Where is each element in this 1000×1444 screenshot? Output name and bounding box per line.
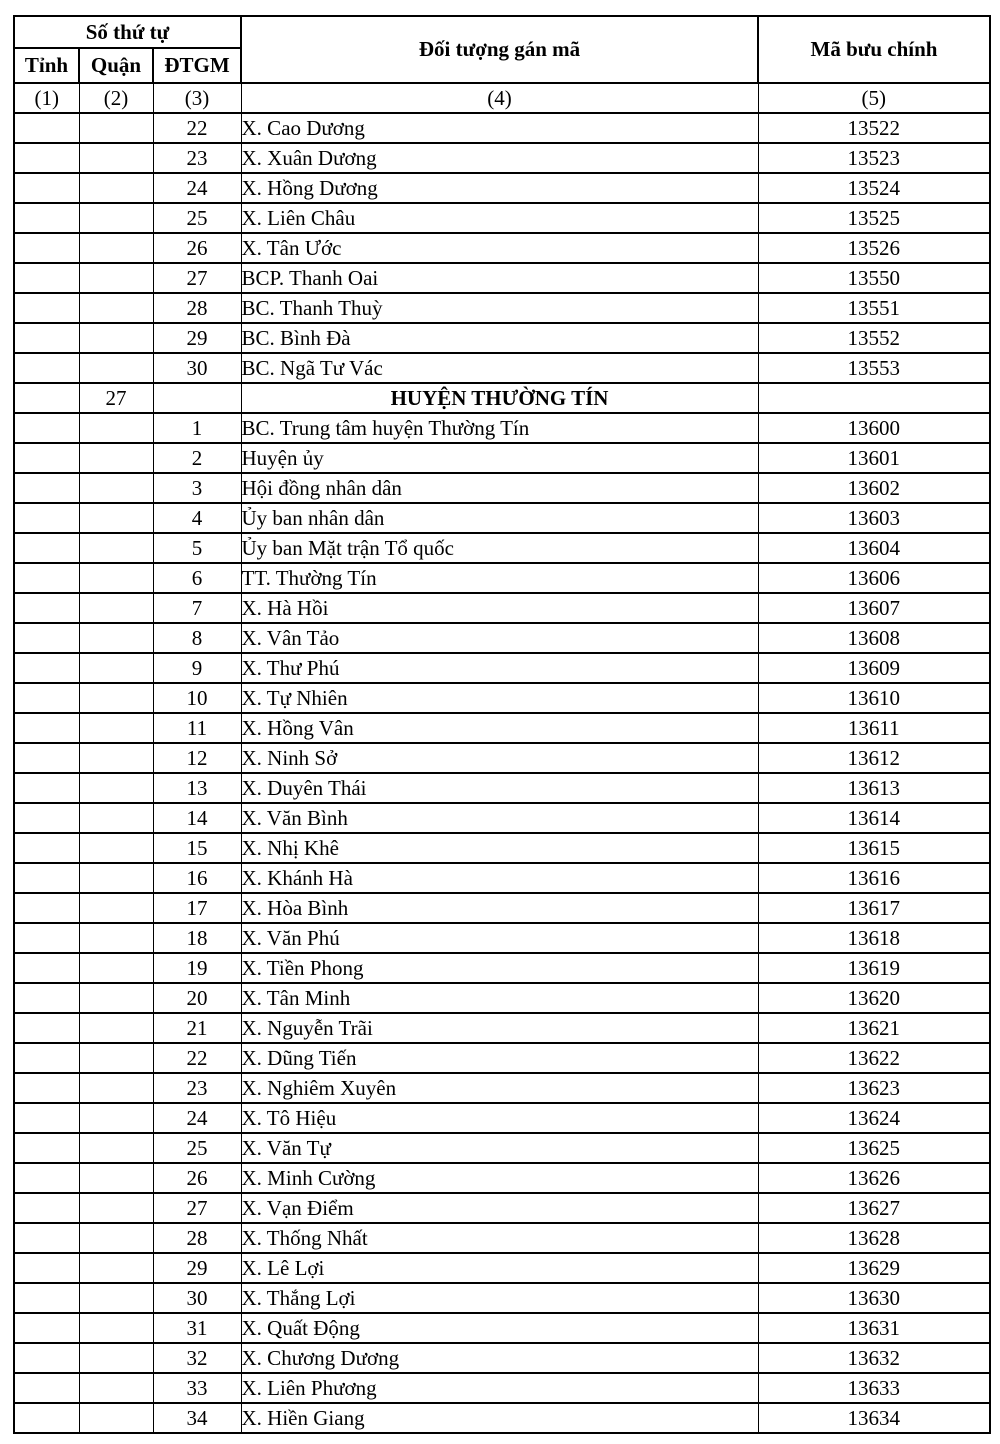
row-postal-code: 13612 — [758, 743, 990, 773]
row-postal-code: 13550 — [758, 263, 990, 293]
postal-code-table — [13, 15, 991, 1434]
table-row — [14, 1373, 990, 1403]
table-row — [14, 653, 990, 683]
row-number: 33 — [153, 1373, 241, 1403]
table-row — [14, 1253, 990, 1283]
table-row — [14, 1403, 990, 1433]
row-object-name: BC. Ngã Tư Vác — [241, 353, 758, 383]
row-postal-code: 13627 — [758, 1193, 990, 1223]
row-postal-code: 13606 — [758, 563, 990, 593]
row-object-name: X. Liên Phương — [241, 1373, 758, 1403]
row-number: 25 — [153, 1133, 241, 1163]
row-object-name: X. Tự Nhiên — [241, 683, 758, 713]
row-number: 27 — [153, 1193, 241, 1223]
row-postal-code: 13603 — [758, 503, 990, 533]
table-row — [14, 803, 990, 833]
table-row — [14, 1133, 990, 1163]
table-row — [14, 1313, 990, 1343]
row-postal-code: 13634 — [758, 1403, 990, 1433]
row-object-name: X. Văn Bình — [241, 803, 758, 833]
header-dtgm: ĐTGM — [153, 48, 241, 83]
row-object-name: X. Xuân Dương — [241, 143, 758, 173]
table-row — [14, 533, 990, 563]
header-tinh: Tỉnh — [14, 48, 79, 83]
row-number: 28 — [153, 293, 241, 323]
table-row — [14, 1163, 990, 1193]
row-object-name: X. Thư Phú — [241, 653, 758, 683]
table-row — [14, 203, 990, 233]
row-number: 17 — [153, 893, 241, 923]
row-object-name: Huyện ủy — [241, 443, 758, 473]
row-postal-code: 13610 — [758, 683, 990, 713]
row-object-name: X. Hà Hồi — [241, 593, 758, 623]
row-object-name: BC. Bình Đà — [241, 323, 758, 353]
index-4: (4) — [241, 83, 758, 113]
district-number: 27 — [79, 383, 153, 413]
row-postal-code: 13621 — [758, 1013, 990, 1043]
row-object-name: X. Khánh Hà — [241, 863, 758, 893]
row-postal-code: 13615 — [758, 833, 990, 863]
row-object-name: BCP. Thanh Oai — [241, 263, 758, 293]
row-object-name: X. Tiền Phong — [241, 953, 758, 983]
row-postal-code: 13609 — [758, 653, 990, 683]
row-object-name: X. Hồng Dương — [241, 173, 758, 203]
row-object-name: X. Liên Châu — [241, 203, 758, 233]
row-postal-code: 13625 — [758, 1133, 990, 1163]
row-number: 25 — [153, 203, 241, 233]
row-number: 28 — [153, 1223, 241, 1253]
row-object-name: X. Tân Minh — [241, 983, 758, 1013]
table-row — [14, 743, 990, 773]
row-postal-code: 13552 — [758, 323, 990, 353]
table-row — [14, 1343, 990, 1373]
table-row — [14, 773, 990, 803]
row-postal-code: 13628 — [758, 1223, 990, 1253]
row-number: 6 — [153, 563, 241, 593]
row-number: 21 — [153, 1013, 241, 1043]
row-postal-code: 13602 — [758, 473, 990, 503]
table-row — [14, 1193, 990, 1223]
row-postal-code: 13613 — [758, 773, 990, 803]
table-row — [14, 683, 990, 713]
index-5: (5) — [758, 83, 990, 113]
row-number: 32 — [153, 1343, 241, 1373]
row-number: 23 — [153, 1073, 241, 1103]
row-object-name: X. Nhị Khê — [241, 833, 758, 863]
row-postal-code: 13617 — [758, 893, 990, 923]
row-number: 27 — [153, 263, 241, 293]
table-row — [14, 923, 990, 953]
row-postal-code: 13611 — [758, 713, 990, 743]
row-number: 24 — [153, 1103, 241, 1133]
row-object-name: X. Tân Ước — [241, 233, 758, 263]
row-object-name: X. Duyên Thái — [241, 773, 758, 803]
table-row — [14, 173, 990, 203]
row-object-name: X. Chương Dương — [241, 1343, 758, 1373]
table-row — [14, 323, 990, 353]
table-row — [14, 473, 990, 503]
table-body — [14, 113, 990, 1433]
row-object-name: X. Văn Tự — [241, 1133, 758, 1163]
table-row — [14, 1043, 990, 1073]
header-quan: Quận — [79, 48, 153, 83]
index-1: (1) — [14, 83, 79, 113]
header-object: Đối tượng gán mã — [241, 16, 758, 83]
table-row — [14, 1073, 990, 1103]
row-number: 19 — [153, 953, 241, 983]
table-row — [14, 353, 990, 383]
row-number: 11 — [153, 713, 241, 743]
row-number: 29 — [153, 1253, 241, 1283]
row-object-name: Hội đồng nhân dân — [241, 473, 758, 503]
row-number: 12 — [153, 743, 241, 773]
row-postal-code: 13551 — [758, 293, 990, 323]
table-row — [14, 623, 990, 653]
row-postal-code: 13525 — [758, 203, 990, 233]
row-number: 22 — [153, 113, 241, 143]
row-number: 2 — [153, 443, 241, 473]
row-number: 3 — [153, 473, 241, 503]
row-object-name: X. Quất Động — [241, 1313, 758, 1343]
table-row — [14, 113, 990, 143]
row-postal-code: 13608 — [758, 623, 990, 653]
row-object-name: X. Vạn Điểm — [241, 1193, 758, 1223]
row-postal-code: 13616 — [758, 863, 990, 893]
row-object-name: X. Minh Cường — [241, 1163, 758, 1193]
row-object-name: X. Nghiêm Xuyên — [241, 1073, 758, 1103]
row-postal-code: 13622 — [758, 1043, 990, 1073]
header-group-ordinal: Số thứ tự — [14, 16, 241, 48]
row-object-name: X. Dũng Tiến — [241, 1043, 758, 1073]
row-postal-code: 13630 — [758, 1283, 990, 1313]
row-object-name: X. Cao Dương — [241, 113, 758, 143]
table-row — [14, 1283, 990, 1313]
row-number: 10 — [153, 683, 241, 713]
row-object-name: Ủy ban nhân dân — [241, 503, 758, 533]
row-postal-code: 13553 — [758, 353, 990, 383]
row-number: 29 — [153, 323, 241, 353]
table-row — [14, 503, 990, 533]
table-row — [14, 833, 990, 863]
row-postal-code: 13600 — [758, 413, 990, 443]
row-number: 24 — [153, 173, 241, 203]
row-object-name: Ủy ban Mặt trận Tổ quốc — [241, 533, 758, 563]
row-number: 8 — [153, 623, 241, 653]
row-object-name: X. Thắng Lợi — [241, 1283, 758, 1313]
table-row — [14, 893, 990, 923]
table-row — [14, 293, 990, 323]
table-row — [14, 593, 990, 623]
row-number: 30 — [153, 1283, 241, 1313]
index-3: (3) — [153, 83, 241, 113]
row-number: 26 — [153, 1163, 241, 1193]
row-postal-code: 13523 — [758, 143, 990, 173]
table-row — [14, 983, 990, 1013]
row-object-name: X. Hiền Giang — [241, 1403, 758, 1433]
district-section-row — [14, 383, 990, 413]
header-index-row — [14, 83, 990, 113]
index-2: (2) — [79, 83, 153, 113]
table-row — [14, 413, 990, 443]
table-row — [14, 863, 990, 893]
row-postal-code: 13623 — [758, 1073, 990, 1103]
row-object-name: BC. Thanh Thuỳ — [241, 293, 758, 323]
row-number: 18 — [153, 923, 241, 953]
row-object-name: X. Ninh Sở — [241, 743, 758, 773]
row-postal-code: 13604 — [758, 533, 990, 563]
table-header — [14, 16, 990, 113]
row-postal-code: 13620 — [758, 983, 990, 1013]
row-postal-code: 13619 — [758, 953, 990, 983]
row-number: 20 — [153, 983, 241, 1013]
row-postal-code: 13626 — [758, 1163, 990, 1193]
row-postal-code: 13624 — [758, 1103, 990, 1133]
header-postal-code: Mã bưu chính — [758, 16, 990, 83]
row-object-name: X. Hồng Vân — [241, 713, 758, 743]
row-postal-code: 13607 — [758, 593, 990, 623]
row-postal-code: 13629 — [758, 1253, 990, 1283]
row-postal-code: 13601 — [758, 443, 990, 473]
row-number: 4 — [153, 503, 241, 533]
table-row — [14, 1013, 990, 1043]
row-number: 7 — [153, 593, 241, 623]
table-row — [14, 1103, 990, 1133]
row-number: 15 — [153, 833, 241, 863]
table-row — [14, 563, 990, 593]
row-postal-code: 13618 — [758, 923, 990, 953]
row-number: 34 — [153, 1403, 241, 1433]
row-number: 13 — [153, 773, 241, 803]
row-number: 16 — [153, 863, 241, 893]
row-object-name: X. Lê Lợi — [241, 1253, 758, 1283]
row-number: 14 — [153, 803, 241, 833]
row-postal-code: 13526 — [758, 233, 990, 263]
row-number: 31 — [153, 1313, 241, 1343]
header-row-1 — [14, 16, 990, 48]
row-object-name: X. Văn Phú — [241, 923, 758, 953]
row-postal-code: 13614 — [758, 803, 990, 833]
table-row — [14, 143, 990, 173]
row-postal-code: 13522 — [758, 113, 990, 143]
table-row — [14, 1223, 990, 1253]
row-object-name: BC. Trung tâm huyện Thường Tín — [241, 413, 758, 443]
row-object-name: X. Tô Hiệu — [241, 1103, 758, 1133]
row-number: 1 — [153, 413, 241, 443]
table-row — [14, 713, 990, 743]
row-number: 22 — [153, 1043, 241, 1073]
table-row — [14, 953, 990, 983]
row-number: 5 — [153, 533, 241, 563]
table-row — [14, 233, 990, 263]
table-row — [14, 443, 990, 473]
row-object-name: X. Thống Nhất — [241, 1223, 758, 1253]
row-postal-code: 13631 — [758, 1313, 990, 1343]
row-object-name: X. Vân Tảo — [241, 623, 758, 653]
row-number: 23 — [153, 143, 241, 173]
row-number: 9 — [153, 653, 241, 683]
row-object-name: TT. Thường Tín — [241, 563, 758, 593]
row-object-name: X. Hòa Bình — [241, 893, 758, 923]
row-postal-code: 13632 — [758, 1343, 990, 1373]
table-row — [14, 263, 990, 293]
row-number: 30 — [153, 353, 241, 383]
district-title: HUYỆN THƯỜNG TÍN — [241, 383, 758, 413]
row-object-name: X. Nguyễn Trãi — [241, 1013, 758, 1043]
row-postal-code: 13633 — [758, 1373, 990, 1403]
row-postal-code: 13524 — [758, 173, 990, 203]
row-number: 26 — [153, 233, 241, 263]
